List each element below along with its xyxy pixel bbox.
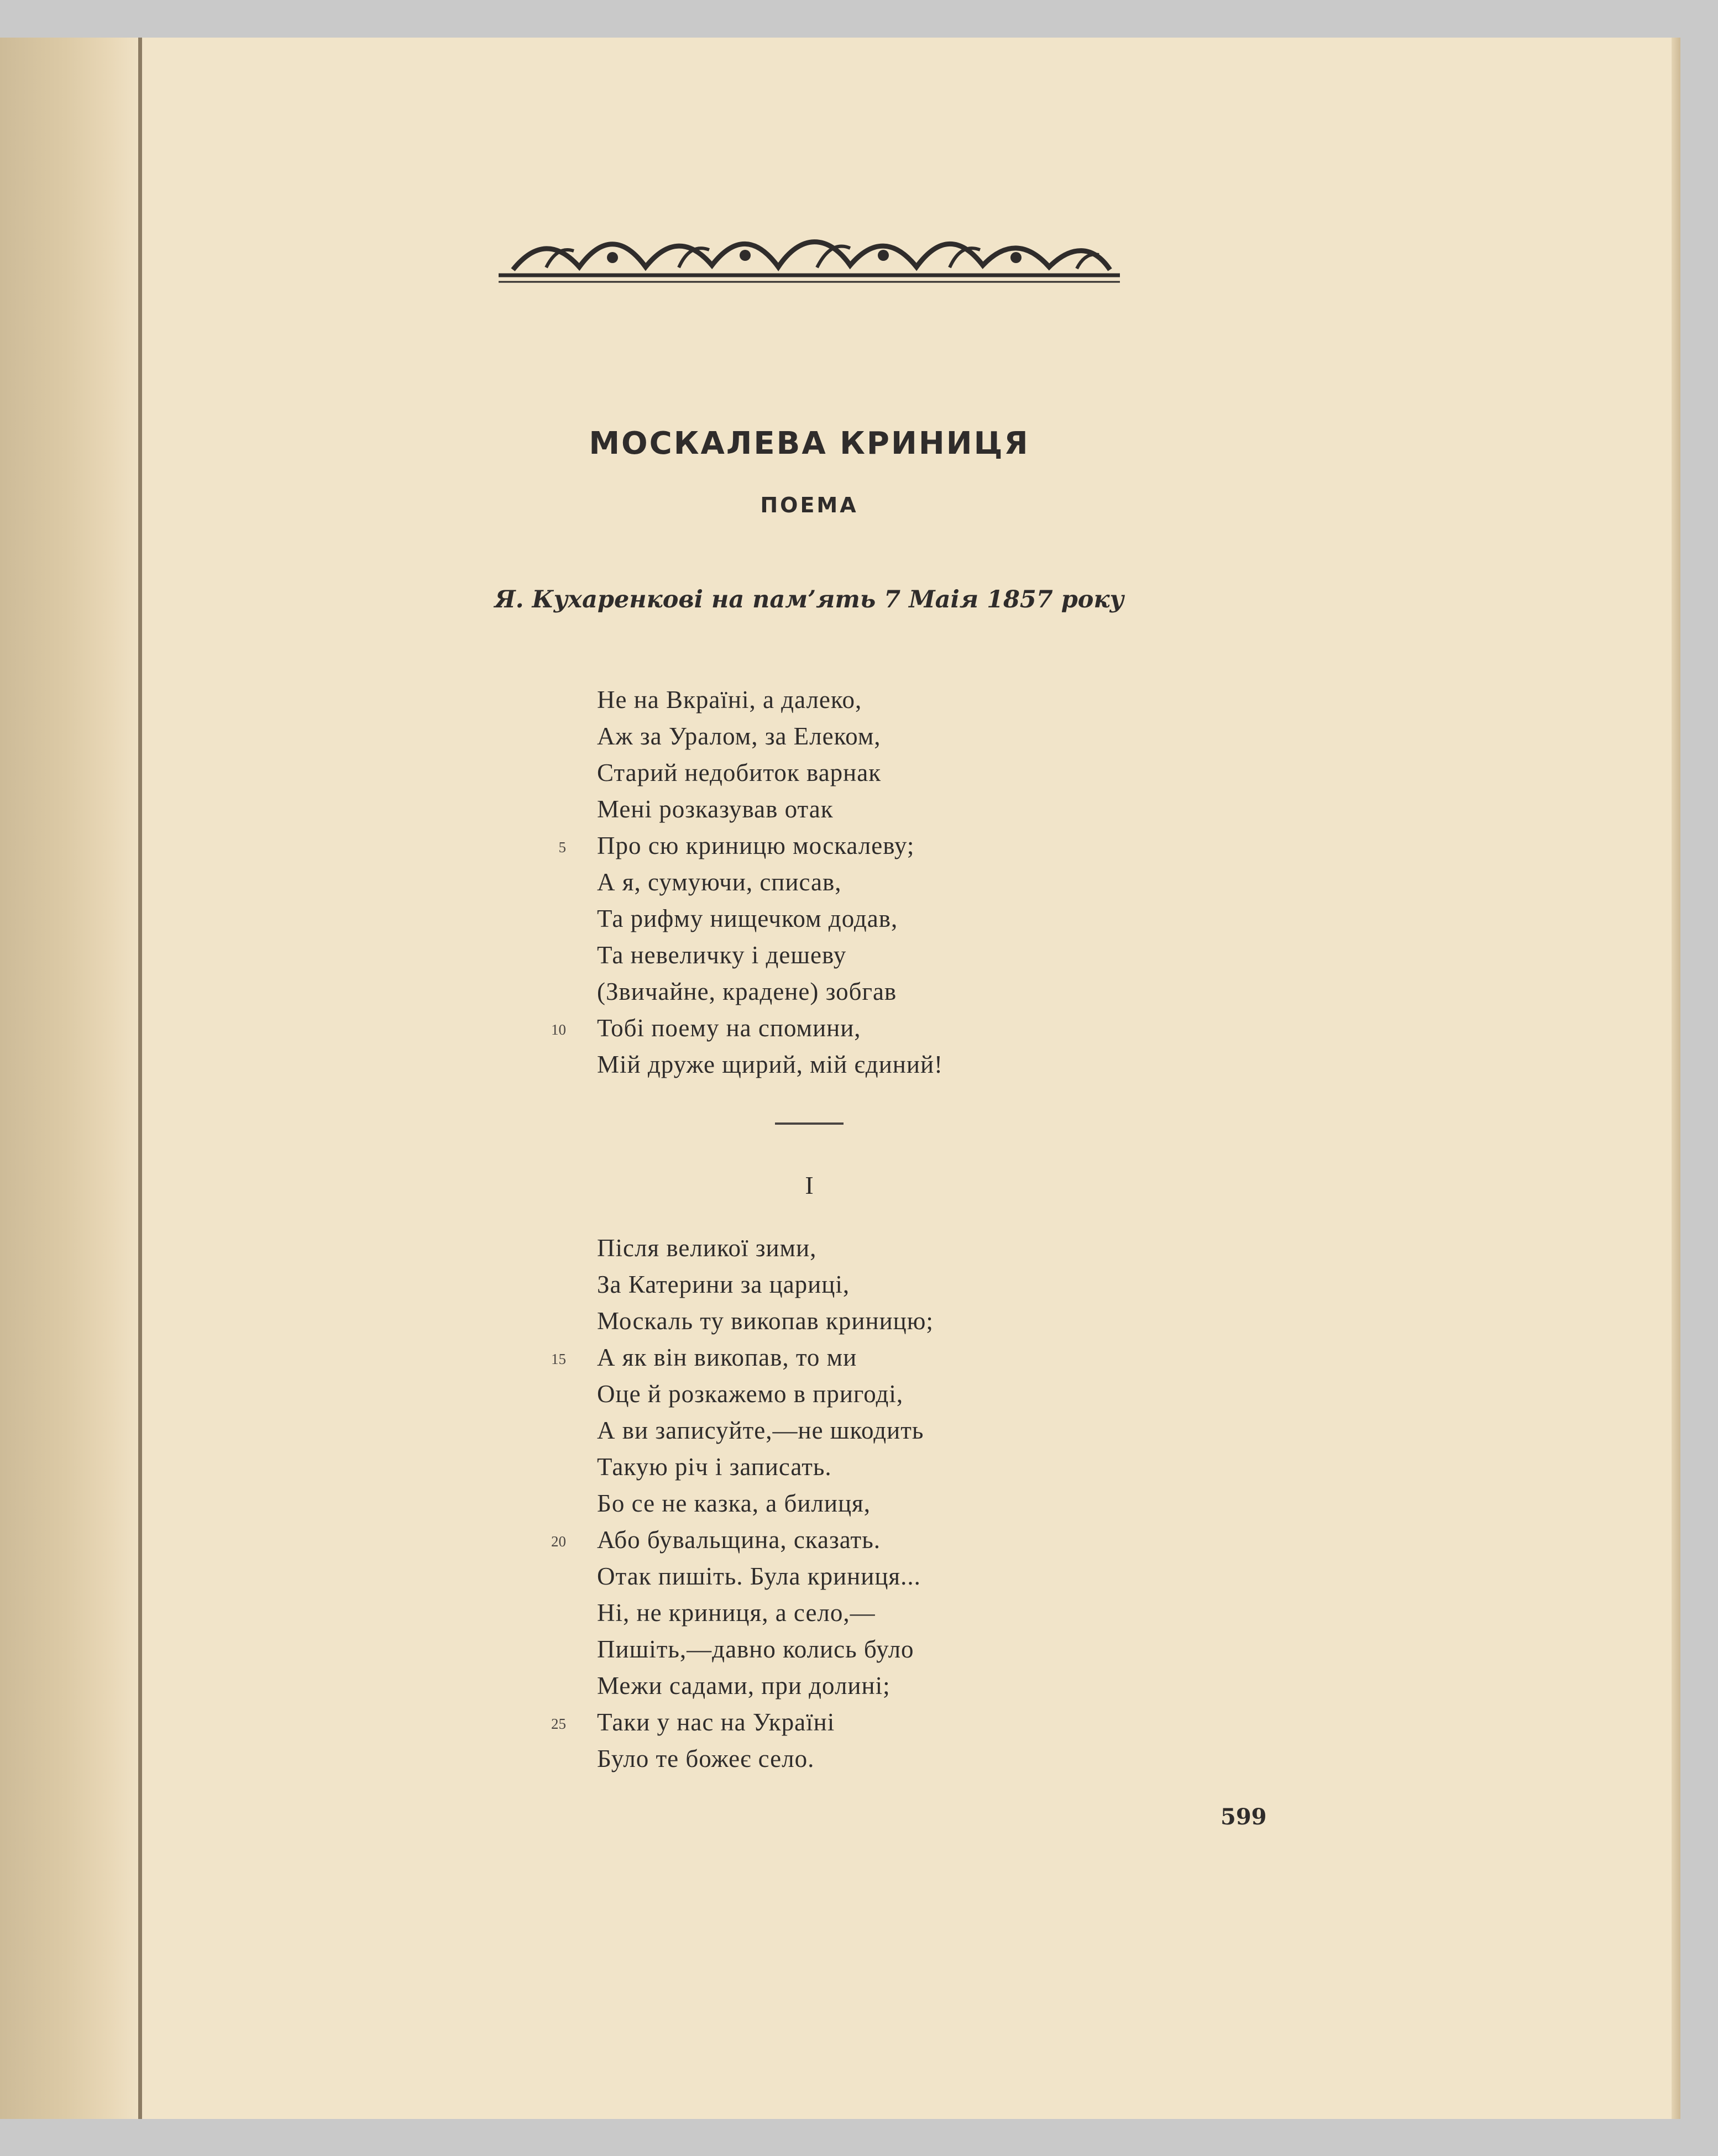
verse-line: Про сю криницю москалеву; [597, 832, 915, 859]
verse-line: Москаль ту викопав криницю; [597, 1307, 934, 1335]
spine-shadow [138, 38, 142, 2119]
line-number: 10 [551, 1021, 566, 1038]
verse-line: (Звичайне, крадене) зобгав [597, 978, 897, 1005]
verse-line: Не на Вкраїні, а далеко, [597, 686, 862, 714]
verse-line: Було те божеє село. [597, 1745, 815, 1772]
page-gutter [0, 38, 145, 2119]
verse-line: Після великої зими, [597, 1234, 817, 1262]
verse-line: Оце й розкажемо в пригоді, [597, 1380, 904, 1408]
page-number: 599 [1221, 1804, 1267, 1830]
verse-line: Або бувальщина, сказать. [597, 1526, 881, 1554]
verse-line: Бо се не казка, а билиця, [597, 1489, 871, 1517]
dedication: Я. Кухаренкові на пам’ять 7 Маія 1857 року [494, 586, 1124, 613]
poem-title: МОСКАЛЕВА КРИНИЦЯ [589, 426, 1030, 461]
line-number: 20 [551, 1533, 566, 1550]
line-number: 5 [558, 839, 566, 856]
verse-line: Мій друже щирий, мій єдиний! [597, 1051, 944, 1078]
verse-line: Такую річ і записать. [597, 1453, 832, 1481]
verse-line: Та невеличку і дешеву [597, 941, 847, 969]
verse-line: Ні, не криниця, а село,— [597, 1599, 876, 1627]
verse-line: Тобі поему на спомини, [597, 1014, 861, 1042]
verse-line: За Катерини за цариці, [597, 1271, 850, 1298]
poem-subtitle: ПОЕМА [760, 493, 858, 517]
verse-line: Пишіть,—давно колись було [597, 1635, 914, 1663]
decorative-floral-rule-icon [496, 214, 1122, 292]
verse-line: Та рифму нищечком додав, [597, 905, 898, 932]
verse-line: Мені розказував отак [597, 795, 834, 823]
verse-line: Таки у нас на Україні [597, 1708, 835, 1736]
verse-line: Старий недобиток варнак [597, 759, 882, 786]
verse-line: Отак пишіть. Була криниця... [597, 1562, 921, 1590]
verse-line: А як він викопав, то ми [597, 1344, 857, 1371]
verse-line: А я, сумуючи, списав, [597, 868, 842, 896]
verse-line: Аж за Уралом, за Елеком, [597, 722, 881, 750]
verse-line: А ви записуйте,—не шкодить [597, 1417, 924, 1444]
line-number: 15 [551, 1351, 566, 1367]
section-divider [775, 1122, 844, 1125]
verse-line: Межи садами, при долині; [597, 1672, 891, 1699]
page-edge [1672, 38, 1680, 2119]
section-title: I [805, 1171, 814, 1199]
line-number: 25 [551, 1716, 566, 1732]
